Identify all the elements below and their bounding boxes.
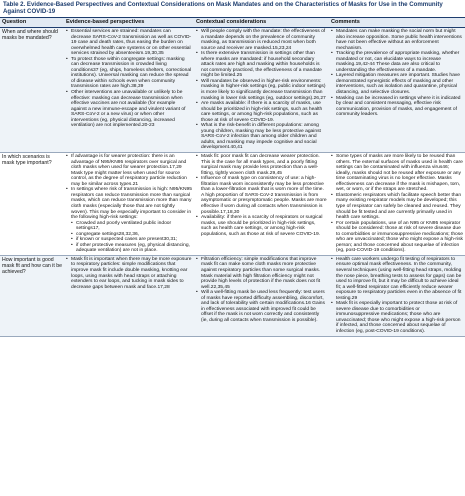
header-comments: Comments — [329, 18, 465, 28]
evidence-cell — [64, 255, 194, 336]
list-item: • Essential services are strained: mandates can decrease SARS-CoV-2 transmission as well as COVID-19 case and death rates, thus easing the burden on overwhelmed health care systems or on other essential services strained by absenteeism.19,30,35 — [71, 29, 192, 57]
list-item: • Are masks available: if there is a scarcity of masks, use should be prioritized in high-risk settings, such as health care settings, or among high-risk populations, such as those at risk of severe COVID-19. — [201, 101, 327, 123]
comments-cell — [329, 28, 465, 153]
header-evidence: Evidence-based perspectives — [64, 18, 194, 28]
table-row — [0, 153, 465, 256]
context-cell — [194, 255, 329, 336]
list-item: • Filtration efficiency: simple modifications that improve mask fit can make some cloth masks more protective against respiratory particles than some surgical masks. Mask material with high filtration efficiency might not provide high levels of protection if the mask does not fit well.22,35,45 — [201, 257, 327, 290]
table-row — [0, 28, 465, 153]
list-item: • Mask fit is especially important to protect those at risk of severe disease due to comorbidities or immunosuppressive medications; those who are unvaccinated; those who might expose a high-risk person if infected, and those concerned about sequelae of infection (eg, post-COVID-19 conditions). — [336, 301, 463, 334]
list-item: • Will mandates be observed in higher-risk environments: masking in higher-risk settings (eg, public indoor settings) is more likely to significantly decrease transmission than masking in lower risk settings (eg, outdoor settings).26,27 — [201, 79, 327, 101]
evidence-cell — [64, 28, 194, 153]
list-item: • Will a well-fitting mask be used less frequently: test users of masks have reported difficulty assembling, discomfort, and lack of tolerability with certain modifications.16 Gains in effectiveness associated with improved fit could be offset if the mask is not worn correctly and consistently (ie, during all contacts when transmission is possible). — [201, 290, 327, 323]
list-item: • What is the risk-benefit in different populations: among young children, masking may be less protective against SARS-CoV-2 infection than among older children and adults, and masking may impede cognitive and social development.40,41 — [201, 123, 327, 151]
list-item: • Masking can be increased in settings where it is indicated by clear and consistent messaging, effective risk communication, provision of masks, and engagement of community leaders. — [336, 96, 463, 118]
comments-cell — [329, 153, 465, 256]
list-item: • To protect those within congregate settings: masking can decrease transmission in crowded living conditions37 (eg, ships, homeless shelters, correctional institutions). Universal masking can reduce the spread of disease within schools even when community transmission rates are high.38,39 — [71, 57, 192, 90]
list-item: • Will people comply with the mandate: the effectiveness of a mandate depends on the prevalence of community masking, as transmission is reduced most when both source and receiver are masked.15,23,24 — [201, 29, 327, 51]
list-item: • Other interventions are unavailable or unlikely to be effective: masking can decrease transmission when effective vaccines are not available (for example against a new immune-escape and virulent variant of SARS-CoV-2 or a new virus) or when other interventions (eg, physical distancing, increased ventilation) are not implemented.20-23 — [71, 90, 192, 129]
evidence-cell — [64, 153, 194, 256]
evidence-table — [0, 17, 465, 336]
list-item: • Elastomeric respirators which facilitate speech better than many existing respirator models may be developed; this type of respirator can safely be cleaned and reused. They should be fit tested and are currently primarily used in health care settings. — [336, 193, 463, 221]
list-subitem: • Crowded and poorly ventilated public indoor settings17, — [76, 221, 192, 232]
list-subitem: • if other protective measures (eg, physical distancing, adequate ventilation) are not in place. — [76, 243, 192, 254]
list-subitem: • congregate settings28,32,36, — [76, 232, 192, 238]
question-cell: When and where should masks be mandated? — [0, 28, 64, 153]
list-item: • For certain populations, use of an N95 or KN95 respirator should be considered: those at risk of severe disease due to comorbidities or immunosuppressive medications; those who are unvaccinated; those who might expose a high-risk person; and those concerned about sequelae of infection (eg, post-COVID-19 conditions). — [336, 221, 463, 254]
list-item: • Is there extensive transmission in settings other than where masks are mandated: if household secondary attack rates are high and masking within households is not commonly practiced, the effectiveness of a mandate might be limited.25 — [201, 51, 327, 79]
question-cell: In which scenarios is mask type important? — [0, 153, 64, 256]
list-item: • In settings where risk of transmission is high: N95/KN95 respirators can reduce transmission more than surgical masks, which can reduce transmission more than many cloth masks (especially those that are not tightly woven). This may be especially important to consider in the following high-risk settings: — [71, 187, 192, 220]
table-row — [0, 255, 465, 336]
list-item: • Tracking the prevalence of appropriate masking, whether mandated or not, can elucidate ways to increase masking.19,42-44 These data are also critical to understanding the effectiveness of a mandate. — [336, 51, 463, 73]
list-item: • Availability: if there is a scarcity of respirators or surgical masks, use should be prioritized in high-risk settings, such as health care settings, or among high-risk populations, such as those at risk of severe COVID-19. — [201, 215, 327, 237]
list-item: • Mask fit is important when there may be more exposure to respiratory particles: simple modifications that improve mask fit include double masking, knotting ear loops, using masks with head straps or attaching extenders to ear loops, and tucking in mask sides to decrease gaps between mask and face.17,28 — [71, 257, 192, 290]
list-item: • Health care workers undergo fit testing of respirators to ensure optimal mask effectiveness. In the community, several techniques (using well-fitting head straps, molding the nose piece, breathing tests to assess for gaps) can be used to improve fit, but it may be difficult to achieve ideal fit; a well-fitted respirator can efficiently reduce wearer exposure to respiratory particles even in the absence of fit testing.29 — [336, 257, 463, 301]
list-item: • Mask fit: poor mask fit can decrease wearer protection. This is the case for all mask types, and a poorly fitting surgical mask may provide less protection than a well-fitting, tightly woven cloth mask.29,45 — [201, 154, 327, 176]
list-item: • Some types of masks are more likely to be reused than others. The external surfaces of masks used in health care settings can be contaminated with influenza virus46; ideally, masks should not be reused after exposure or any time contaminating virus is no longer effective. Masks effectiveness can decrease if the mask is mishapen, torn, wet, or worn, or if the straps are stretched. — [336, 154, 463, 193]
table-header-row — [0, 18, 465, 28]
list-item: • Layered mitigation measures are important. Studies have demonstrated synergistic effects of masking and other interventions, such as isolation and quarantine, physical distancing, and selective closures. — [336, 73, 463, 95]
list-item: • Influence of mask type on consistency of use: a high-filtration mask worn inconsistently may be less protective than a lower-filtration mask that is worn more of the time. A high proportion of SARS-CoV-2 transmission is from asymptomatic or presymptomatic people. Masks are more effective if worn during all contacts when transmission is possible.17,18,30 — [201, 176, 327, 215]
context-cell — [194, 28, 329, 153]
header-question: Question — [0, 18, 64, 28]
question-cell: How important is good mask fit and how can it be achieved? — [0, 255, 64, 336]
list-item: • Mandates can make masking the social norm but might also increase opposition. Some public health interventions have not been effective without an enforcement mechanism. — [336, 29, 463, 51]
comments-cell — [329, 255, 465, 336]
list-subitem: • if known or suspected cases are present30,31; — [76, 237, 192, 243]
header-context: Contextual considerations — [194, 18, 329, 28]
context-cell — [194, 153, 329, 256]
list-item: • If advantage is for wearer protection: there is an advantage of N95/KN95 respirators over surgical and cloth masks when used for wearer protection.17,29 Mask type might matter less when used for source control, as the degree of respiratory particle reduction may be similar across types.21 — [71, 154, 192, 187]
table-title: Table 2. Evidence-Based Perspectives and Contextual Considerations on Mask Mandates and on the Characteristics of Masks for Use in the Community Against COVID-19 — [3, 1, 443, 16]
